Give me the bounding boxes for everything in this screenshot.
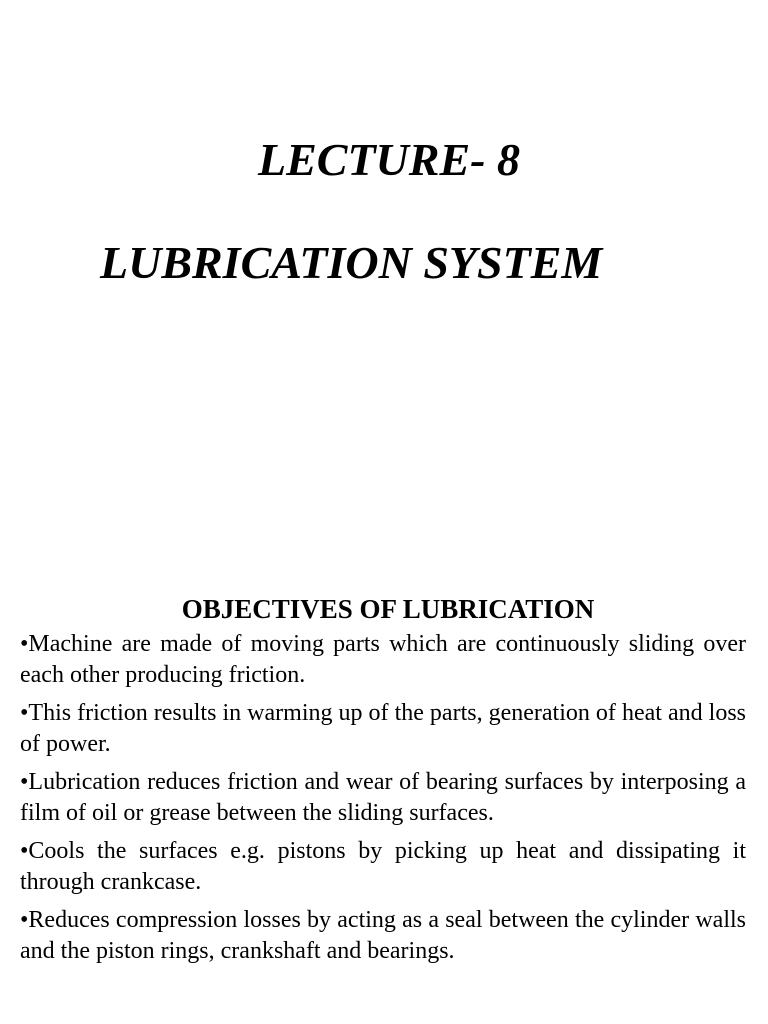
list-item-text: Reduces compression losses by acting as a seal between the cylinder walls and the piston rings, crankshaft and bearings. (20, 907, 746, 964)
list-item-text: Lubrication reduces friction and wear of bearing surfaces by interposing a film of oil or grease between the sliding surfaces. (20, 769, 746, 826)
list-item (20, 836, 746, 898)
list-item (20, 629, 746, 691)
bullet-icon: • (20, 700, 29, 726)
main-title: LUBRICATION SYSTEM (100, 237, 603, 288)
objectives-list (20, 629, 746, 967)
list-item-text: This friction results in warming up of the parts, generation of heat and loss of power. (20, 700, 746, 757)
list-item-text: Machine are made of moving parts which are continuously sliding over each other producing friction. (20, 631, 746, 688)
objectives-heading: OBJECTIVES OF LUBRICATION (181, 594, 595, 624)
list-item (20, 905, 746, 967)
list-item-text: Cools the surfaces e.g. pistons by picking up heat and dissipating it through crankcase. (20, 838, 746, 895)
bullet-icon: • (20, 838, 29, 864)
bullet-icon: • (20, 631, 29, 657)
bullet-icon: • (20, 907, 29, 933)
list-item (20, 767, 746, 829)
lecture-title: LECTURE- 8 (258, 134, 520, 185)
objectives-section (20, 592, 746, 974)
list-item (20, 698, 746, 760)
bullet-icon: • (20, 769, 29, 795)
